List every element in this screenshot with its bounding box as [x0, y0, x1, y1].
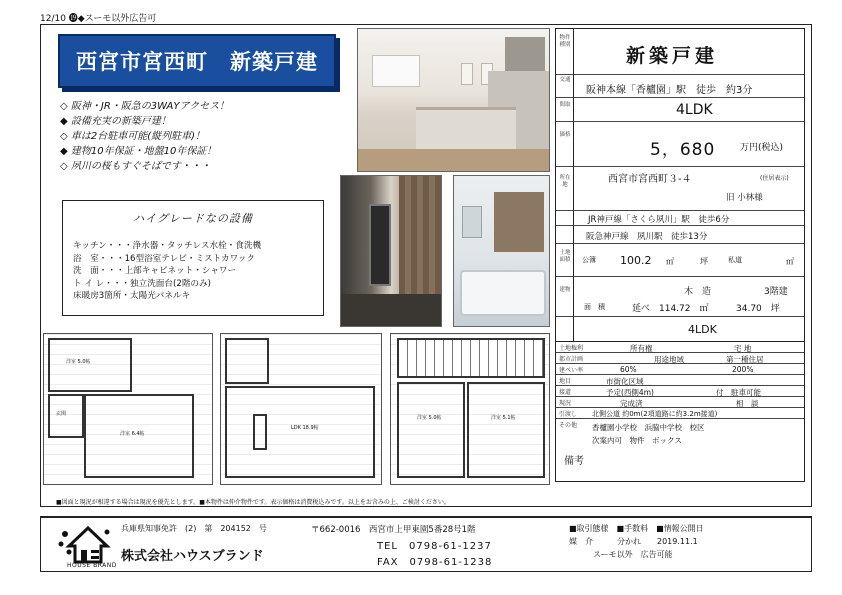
- equipment-line: 洗 面・・・上部キャビネット・シャワー: [73, 266, 237, 277]
- info-row-traffic: [556, 75, 804, 98]
- label-traffic: 交通: [559, 77, 571, 83]
- price-unit: 万円(税込): [740, 143, 784, 153]
- equipment-line: キッチン・・・浄水器・タッチレス水栓・食洗機: [73, 241, 262, 251]
- spec-parking: 付 駐車可能: [716, 388, 761, 397]
- feature-item: ◇ 夙川の桜もすぐそばです・・・: [60, 161, 211, 172]
- spec-coverage: 60%: [620, 365, 637, 374]
- floor-total: 延べ 114.72 ㎡: [632, 304, 709, 314]
- room-label: LDK 18.9帖: [291, 425, 319, 431]
- label-kind: 物件種別: [559, 35, 571, 48]
- label-land: 土地面積: [559, 250, 571, 263]
- location-value: 西宮市宮西町３-４: [608, 174, 692, 185]
- info-row-traffic-3: [556, 226, 804, 244]
- room-label: 洋室 5.1帖: [491, 415, 516, 421]
- terms-line: ■取引態様 ■手数料 ■情報公開日: [569, 524, 704, 533]
- room-label: 洋室 5.0帖: [417, 415, 442, 421]
- equipment-line: 浴 室・・・16型浴室テレビ・ミストカワック: [73, 253, 255, 264]
- bathroom-photo: [453, 175, 550, 327]
- land-unit: ㎡: [666, 257, 674, 266]
- info-row-location: [556, 167, 804, 211]
- room-label: 洋室 5.0帖: [66, 359, 91, 365]
- spec-rights: 所有権: [630, 344, 653, 353]
- spec-use-label: 用途地域: [654, 355, 684, 364]
- land-label: 公簿: [582, 256, 596, 264]
- label-price: 価格: [559, 132, 571, 138]
- spec-label: その他: [559, 422, 578, 429]
- info-row-building: [556, 277, 804, 317]
- private-road: 私道: [728, 256, 742, 264]
- spec-extra: 次案内可 物件 ボックス: [592, 436, 682, 445]
- spec-label: 引渡し: [559, 411, 578, 418]
- spec-note: 北側公道 約0m(2項道路に約3.2m接道): [592, 410, 718, 418]
- floor-tsubo: 34.70 坪: [736, 304, 780, 314]
- spec-label: 現況: [559, 400, 572, 407]
- room-label: 玄関: [56, 411, 67, 417]
- kitchen-photo: [357, 28, 550, 172]
- info-row-madori-2: [556, 317, 804, 343]
- transaction-terms: [569, 523, 704, 562]
- structure: 木 造: [684, 287, 712, 297]
- land-tsubo: 坪: [700, 257, 708, 266]
- company-address: 〒662-0016 西宮市上甲東園5番28号1階: [311, 525, 476, 535]
- entrance-photo: [340, 175, 442, 327]
- layout-value: 4LDK: [676, 102, 713, 118]
- spec-landtype: 宅 地: [734, 344, 752, 353]
- spec-row-coverage: [556, 364, 804, 375]
- info-row-land: [556, 244, 804, 277]
- floorplan-3f: [390, 333, 550, 485]
- disclaimer: ■図面と現況が相違する場合は現況を優先とします。■本物件は仲介物件です。表示価格は消費税込みです。以上をお含みの上、ご検討ください。: [56, 499, 450, 506]
- title-banner: [58, 34, 336, 88]
- spec-delivery: 相 談: [736, 399, 759, 408]
- equipment-title: ハイグレードなの設備: [133, 212, 253, 225]
- spec-row-rights: [556, 342, 804, 353]
- feature-item: ◇ 車は2台駐車可能(縦列駐車)！: [60, 131, 206, 142]
- floor-area-label: 面 積: [584, 303, 605, 311]
- license-number: 兵庫県知事免許 (2) 第 204152 号: [121, 524, 267, 533]
- company-name: 株式会社ハウスブランド: [121, 549, 264, 564]
- info-row-traffic-2: [556, 211, 804, 226]
- former-owner: 旧 小林様: [726, 193, 763, 203]
- spec-use: 第一種住居: [726, 355, 764, 364]
- spec-label: 接道: [559, 389, 572, 396]
- feature-item: ◇ 阪神・JR・阪急の3WAYアクセス！: [60, 101, 230, 112]
- spec-far: 200%: [732, 365, 754, 374]
- specs-table: [555, 342, 805, 482]
- spec-row-remarks: [556, 419, 804, 482]
- spec-row-plan: [556, 375, 804, 386]
- spec-label: 建ぺい率: [559, 367, 584, 374]
- floorplan-2f: [220, 333, 382, 485]
- room-label: 洋室 6.4帖: [120, 431, 145, 437]
- floors: 3階建: [764, 287, 788, 297]
- spec-school: 香櫨園小学校 浜脇中学校 校区: [592, 423, 705, 432]
- company-tel: TEL 0798-61-1237: [377, 541, 492, 552]
- page-title: 西宮市宮西町 新築戸建: [76, 50, 318, 74]
- madori-value: 4LDK: [688, 323, 717, 336]
- spec-remarks-label: 備考: [564, 456, 584, 467]
- company-footer: [40, 516, 812, 572]
- info-row-type: [556, 29, 804, 75]
- spec-label: 地目: [559, 378, 572, 385]
- label-building: 建物: [559, 287, 571, 293]
- equipment-line: 床暖房3箇所・太陽光パネルキ: [73, 291, 191, 302]
- spec-current: 完成済: [620, 399, 643, 408]
- price-value: 5，680: [650, 140, 716, 160]
- company-fax: FAX 0798-61-1238: [377, 557, 493, 568]
- spec-row-status: [556, 397, 804, 408]
- location-note: (住居表示): [760, 175, 789, 182]
- header-note: 12/10 ⓳◆スーモ以外広告可: [40, 14, 157, 24]
- spec-row-road: [556, 386, 804, 397]
- terms-line: スーモ以外 広告可能: [569, 550, 673, 559]
- spec-road: 予定(西側4m): [606, 388, 654, 397]
- land-area: 100.2: [620, 254, 652, 267]
- info-row-madori: [556, 98, 804, 122]
- label-madori: 間取: [559, 102, 571, 108]
- floorplan-1f: [43, 333, 213, 485]
- terms-line: 媒 介 分かれ 2019.11.1: [569, 537, 698, 546]
- private-road-unit: ㎡: [786, 257, 794, 266]
- spec-label: 都市計画: [559, 356, 584, 363]
- equipment-line: ト イ レ・・・独立洗面台(2階のみ): [73, 278, 211, 289]
- feature-item: ◆ 設備充実の新築戸建！: [60, 116, 171, 127]
- equipment-box: [62, 200, 324, 316]
- spec-label: 土地権利: [559, 345, 584, 352]
- traffic-2: JR神戸線「さくら夙川」駅 徒歩6分: [588, 215, 730, 225]
- traffic-main: 阪神本線「香櫨園」駅 徒歩 約3分: [586, 85, 753, 96]
- property-type: 新築戸建: [626, 45, 719, 67]
- spec-row-note: [556, 408, 804, 419]
- property-info-panel: [555, 28, 805, 342]
- spec-city-plan: 市街化区域: [606, 377, 644, 386]
- spec-row-use: [556, 353, 804, 364]
- feature-list: [60, 99, 229, 174]
- feature-item: ◆ 建物10年保証・地盤10年保証！: [60, 146, 217, 157]
- traffic-3: 阪急神戸線 夙川駅 徒歩13分: [586, 232, 708, 242]
- info-row-price: [556, 122, 804, 167]
- label-location: 所在地: [559, 175, 571, 188]
- logo-text: HOUSE BRAND: [67, 562, 117, 569]
